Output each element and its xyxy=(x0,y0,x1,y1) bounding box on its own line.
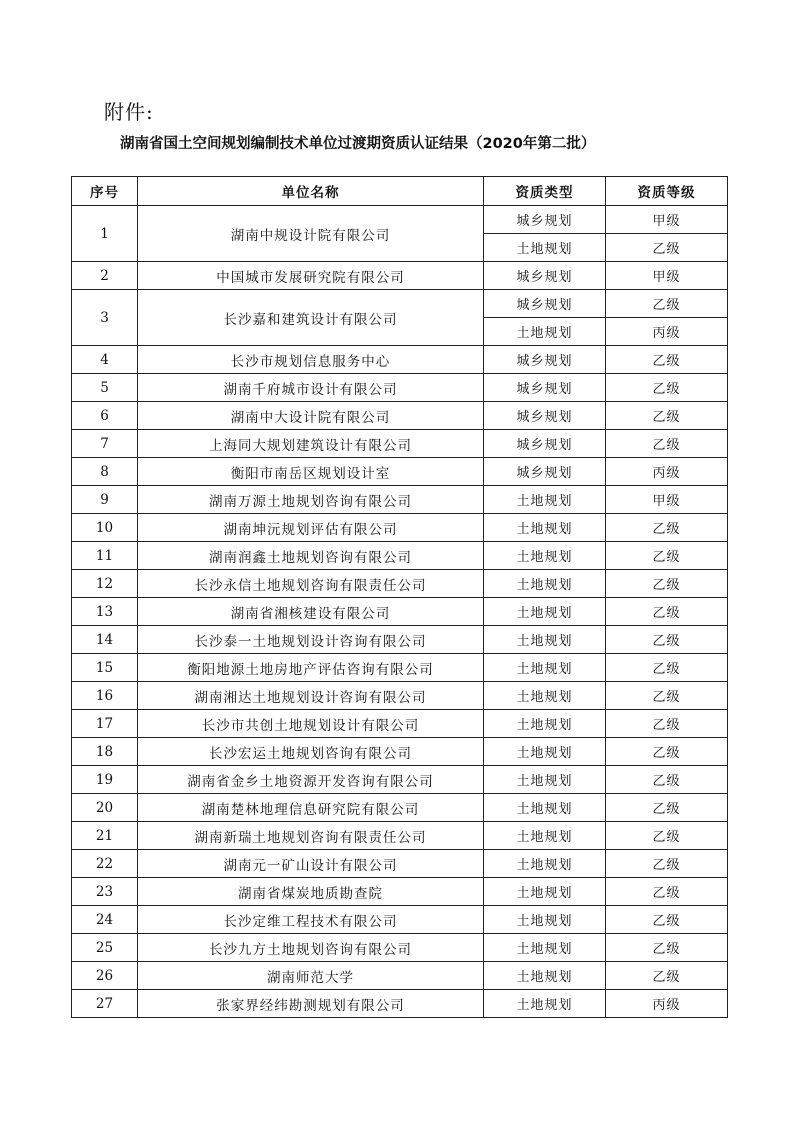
table-row xyxy=(72,738,728,766)
qualification-grade-cell: 乙级 xyxy=(606,402,728,430)
qualification-grade-cell: 丙级 xyxy=(606,458,728,486)
document-title: 湖南省国土空间规划编制技术单位过渡期资质认证结果（2020年第二批） xyxy=(120,136,596,152)
qualification-grade-cell: 乙级 xyxy=(606,346,728,374)
serial-number-cell: 5 xyxy=(72,374,138,402)
unit-name-cell: 湖南润鑫土地规划咨询有限公司 xyxy=(138,542,484,570)
unit-name-cell: 长沙市规划信息服务中心 xyxy=(138,346,484,374)
unit-name-cell: 湖南师范大学 xyxy=(138,962,484,990)
qualification-grade-cell: 甲级 xyxy=(606,206,728,234)
qualification-type-cell: 土地规划 xyxy=(484,962,606,990)
table-row xyxy=(72,570,728,598)
qualification-type-cell: 城乡规划 xyxy=(484,206,606,234)
table-row xyxy=(72,990,728,1018)
unit-name-cell: 湖南坤沅规划评估有限公司 xyxy=(138,514,484,542)
qualification-type-cell: 土地规划 xyxy=(484,626,606,654)
qualification-grade-cell: 乙级 xyxy=(606,906,728,934)
qualification-type-cell: 城乡规划 xyxy=(484,402,606,430)
qualification-type-cell: 土地规划 xyxy=(484,682,606,710)
unit-name-cell: 湖南中规设计院有限公司 xyxy=(138,206,484,262)
qualification-type-cell: 土地规划 xyxy=(484,934,606,962)
table-row xyxy=(72,402,728,430)
unit-name-cell: 湖南元一矿山设计有限公司 xyxy=(138,850,484,878)
serial-number-cell: 6 xyxy=(72,402,138,430)
qualification-grade-cell: 乙级 xyxy=(606,850,728,878)
unit-name-cell: 衡阳地源土地房地产评估咨询有限公司 xyxy=(138,654,484,682)
table-row xyxy=(72,430,728,458)
table-row xyxy=(72,374,728,402)
table-row xyxy=(72,794,728,822)
serial-number-cell: 20 xyxy=(72,794,138,822)
unit-name-cell: 长沙嘉和建筑设计有限公司 xyxy=(138,290,484,346)
unit-name-cell: 衡阳市南岳区规划设计室 xyxy=(138,458,484,486)
qualification-type-cell: 城乡规划 xyxy=(484,430,606,458)
qualification-type-cell: 土地规划 xyxy=(484,234,606,262)
qualification-type-cell: 土地规划 xyxy=(484,598,606,626)
table-row xyxy=(72,850,728,878)
qualification-grade-cell: 乙级 xyxy=(606,822,728,850)
qualification-grade-cell: 乙级 xyxy=(606,570,728,598)
table-row xyxy=(72,542,728,570)
table-row xyxy=(72,878,728,906)
qualification-grade-cell: 乙级 xyxy=(606,430,728,458)
table-row xyxy=(72,906,728,934)
unit-name-cell: 湖南楚林地理信息研究院有限公司 xyxy=(138,794,484,822)
unit-name-cell: 湖南千府城市设计有限公司 xyxy=(138,374,484,402)
qualification-grade-cell: 乙级 xyxy=(606,234,728,262)
qualification-grade-cell: 乙级 xyxy=(606,682,728,710)
table-row xyxy=(72,822,728,850)
serial-number-cell: 9 xyxy=(72,486,138,514)
table-body xyxy=(72,206,728,1018)
qualification-type-cell: 土地规划 xyxy=(484,822,606,850)
serial-number-cell: 19 xyxy=(72,766,138,794)
qualification-type-cell: 城乡规划 xyxy=(484,346,606,374)
table-row xyxy=(72,262,728,290)
qualification-grade-cell: 甲级 xyxy=(606,262,728,290)
qualification-grade-cell: 乙级 xyxy=(606,542,728,570)
qualification-table xyxy=(71,176,728,1018)
table-row xyxy=(72,654,728,682)
qualification-type-cell: 土地规划 xyxy=(484,766,606,794)
qualification-grade-cell: 乙级 xyxy=(606,794,728,822)
qualification-grade-cell: 乙级 xyxy=(606,766,728,794)
serial-number-cell: 2 xyxy=(72,262,138,290)
header-serial-number: 序号 xyxy=(72,177,138,206)
unit-name-cell: 湖南湘达土地规划设计咨询有限公司 xyxy=(138,682,484,710)
table-row xyxy=(72,934,728,962)
serial-number-cell: 8 xyxy=(72,458,138,486)
qualification-grade-cell: 丙级 xyxy=(606,990,728,1018)
unit-name-cell: 湖南省湘核建设有限公司 xyxy=(138,598,484,626)
unit-name-cell: 长沙永信土地规划咨询有限责任公司 xyxy=(138,570,484,598)
table-row xyxy=(72,290,728,318)
qualification-grade-cell: 乙级 xyxy=(606,878,728,906)
serial-number-cell: 24 xyxy=(72,906,138,934)
table-row xyxy=(72,598,728,626)
qualification-type-cell: 土地规划 xyxy=(484,542,606,570)
table-row xyxy=(72,514,728,542)
unit-name-cell: 长沙泰一土地规划设计咨询有限公司 xyxy=(138,626,484,654)
qualification-type-cell: 土地规划 xyxy=(484,570,606,598)
header-unit-name: 单位名称 xyxy=(138,177,484,206)
qualification-type-cell: 土地规划 xyxy=(484,906,606,934)
qualification-grade-cell: 乙级 xyxy=(606,514,728,542)
unit-name-cell: 湖南中大设计院有限公司 xyxy=(138,402,484,430)
serial-number-cell: 14 xyxy=(72,626,138,654)
qualification-grade-cell: 甲级 xyxy=(606,486,728,514)
qualification-type-cell: 土地规划 xyxy=(484,486,606,514)
unit-name-cell: 湖南新瑞土地规划咨询有限责任公司 xyxy=(138,822,484,850)
qualification-type-cell: 土地规划 xyxy=(484,318,606,346)
qualification-type-cell: 土地规划 xyxy=(484,990,606,1018)
unit-name-cell: 上海同大规划建筑设计有限公司 xyxy=(138,430,484,458)
qualification-type-cell: 土地规划 xyxy=(484,738,606,766)
qualification-type-cell: 土地规划 xyxy=(484,654,606,682)
serial-number-cell: 27 xyxy=(72,990,138,1018)
unit-name-cell: 湖南万源土地规划咨询有限公司 xyxy=(138,486,484,514)
qualification-type-cell: 土地规划 xyxy=(484,878,606,906)
serial-number-cell: 17 xyxy=(72,710,138,738)
unit-name-cell: 湖南省煤炭地质勘查院 xyxy=(138,878,484,906)
qualification-type-cell: 土地规划 xyxy=(484,794,606,822)
serial-number-cell: 3 xyxy=(72,290,138,346)
qualification-type-cell: 土地规划 xyxy=(484,514,606,542)
serial-number-cell: 15 xyxy=(72,654,138,682)
serial-number-cell: 7 xyxy=(72,430,138,458)
serial-number-cell: 16 xyxy=(72,682,138,710)
annex-label: 附件: xyxy=(104,100,154,124)
qualification-grade-cell: 乙级 xyxy=(606,290,728,318)
qualification-grade-cell: 乙级 xyxy=(606,374,728,402)
table-row xyxy=(72,346,728,374)
table-row xyxy=(72,486,728,514)
header-qualification-grade: 资质等级 xyxy=(606,177,728,206)
table-row xyxy=(72,682,728,710)
serial-number-cell: 26 xyxy=(72,962,138,990)
serial-number-cell: 23 xyxy=(72,878,138,906)
serial-number-cell: 12 xyxy=(72,570,138,598)
serial-number-cell: 18 xyxy=(72,738,138,766)
table-row xyxy=(72,206,728,234)
qualification-type-cell: 城乡规划 xyxy=(484,262,606,290)
qualification-grade-cell: 乙级 xyxy=(606,598,728,626)
qualification-grade-cell: 丙级 xyxy=(606,318,728,346)
qualification-grade-cell: 乙级 xyxy=(606,738,728,766)
qualification-type-cell: 土地规划 xyxy=(484,850,606,878)
table-row xyxy=(72,962,728,990)
qualification-type-cell: 城乡规划 xyxy=(484,290,606,318)
qualification-grade-cell: 乙级 xyxy=(606,710,728,738)
unit-name-cell: 张家界经纬勘测规划有限公司 xyxy=(138,990,484,1018)
serial-number-cell: 4 xyxy=(72,346,138,374)
table-row xyxy=(72,626,728,654)
qualification-grade-cell: 乙级 xyxy=(606,962,728,990)
header-qualification-type: 资质类型 xyxy=(484,177,606,206)
unit-name-cell: 长沙九方土地规划咨询有限公司 xyxy=(138,934,484,962)
serial-number-cell: 10 xyxy=(72,514,138,542)
serial-number-cell: 11 xyxy=(72,542,138,570)
qualification-grade-cell: 乙级 xyxy=(606,934,728,962)
serial-number-cell: 1 xyxy=(72,206,138,262)
unit-name-cell: 湖南省金乡土地资源开发咨询有限公司 xyxy=(138,766,484,794)
unit-name-cell: 长沙宏运土地规划咨询有限公司 xyxy=(138,738,484,766)
serial-number-cell: 25 xyxy=(72,934,138,962)
qualification-grade-cell: 乙级 xyxy=(606,626,728,654)
serial-number-cell: 13 xyxy=(72,598,138,626)
unit-name-cell: 长沙市共创土地规划设计有限公司 xyxy=(138,710,484,738)
table-row xyxy=(72,710,728,738)
qualification-type-cell: 土地规划 xyxy=(484,710,606,738)
serial-number-cell: 22 xyxy=(72,850,138,878)
qualification-grade-cell: 乙级 xyxy=(606,654,728,682)
unit-name-cell: 长沙定维工程技术有限公司 xyxy=(138,906,484,934)
unit-name-cell: 中国城市发展研究院有限公司 xyxy=(138,262,484,290)
qualification-type-cell: 城乡规划 xyxy=(484,374,606,402)
table-row xyxy=(72,766,728,794)
serial-number-cell: 21 xyxy=(72,822,138,850)
qualification-type-cell: 城乡规划 xyxy=(484,458,606,486)
table-row xyxy=(72,458,728,486)
table-header-row xyxy=(72,177,728,206)
